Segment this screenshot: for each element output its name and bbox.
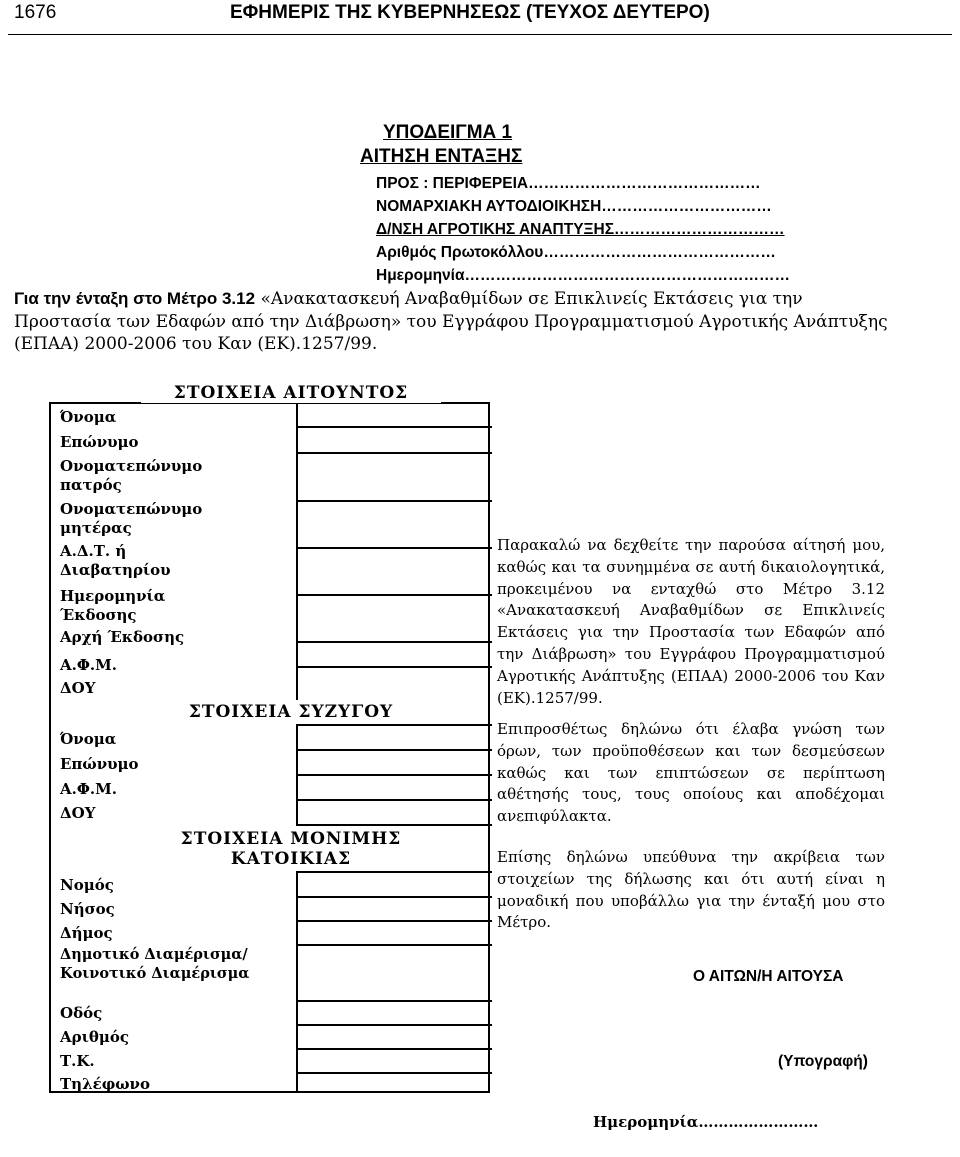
row-divider <box>296 920 492 922</box>
field-father-name: Ονοματεπώνυμο πατρός <box>60 457 203 494</box>
row-divider <box>296 724 492 726</box>
applicant-form <box>49 383 490 1093</box>
intro-paragraph <box>14 288 894 356</box>
date-line: Ημερομηνία…………………… <box>593 1113 819 1131</box>
row-divider <box>296 774 492 776</box>
field-municipality: Δήμος <box>60 924 113 942</box>
column-divider <box>296 871 298 1093</box>
field-street: Οδός <box>60 1004 103 1022</box>
row-divider <box>296 594 492 596</box>
field-mother-name: Ονοματεπώνυμο μητέρας <box>60 500 203 537</box>
field-prefecture: Νομός <box>60 876 114 894</box>
row-divider <box>296 871 492 873</box>
signature-label: (Υπογραφή) <box>778 1053 868 1070</box>
addressee-line: ΠΡΟΣ : ΠΕΡΙΦΕΡΕΙΑ……………………………………… <box>376 175 761 192</box>
field-doy: ΔΟΥ <box>60 679 96 697</box>
column-divider <box>296 404 298 700</box>
row-divider <box>296 799 492 801</box>
field-issuing-authority: Αρχή Έκδοσης <box>60 628 185 646</box>
row-divider <box>296 1000 492 1002</box>
row-divider <box>296 1024 492 1026</box>
field-island: Νήσος <box>60 900 115 918</box>
addressee-line: Αριθμός Πρωτοκόλλου……………………………………… <box>376 244 776 261</box>
row-divider <box>296 1048 492 1050</box>
residence-section-title-1: ΣΤΟΙΧΕΙΑ ΜΟΝΙΜΗΣ <box>180 829 402 849</box>
spouse-doy: ΔΟΥ <box>60 804 96 822</box>
application-title: ΑΙΤΗΣΗ ΕΝΤΑΞΗΣ <box>360 146 523 167</box>
gazette-title: ΕΦΗΜΕΡΙΣ ΤΗΣ ΚΥΒΕΡΝΗΣΕΩΣ (ΤΕΥΧΟΣ ΔΕΥΤΕΡΟ) <box>230 2 710 23</box>
field-postal-code: Τ.Κ. <box>60 1052 95 1070</box>
field-municipal-district: Δημοτικό Διαμέρισμα/Κοινοτικό Διαμέρισμα <box>60 946 250 982</box>
row-divider <box>296 896 492 898</box>
field-id-passport: Α.Δ.Τ. ή Διαβατηρίου <box>60 542 171 579</box>
field-issue-date: Ημερομηνία Έκδοσης <box>60 587 166 624</box>
field-name: Όνομα <box>60 408 117 426</box>
request-paragraph-3: Επίσης δηλώνω υπεύθυνα την ακρίβεια των στοιχείων της δήλωσης και ότι αυτή είναι η μοναδική που υποβάλλω για την ένταξή μου στο Μέτρο. <box>497 848 885 932</box>
field-phone: Τηλέφωνο <box>60 1075 150 1093</box>
applicant-section-title: ΣΤΟΙΧΕΙΑ ΑΙΤΟΥΝΤΟΣ <box>141 383 441 403</box>
row-divider <box>296 641 492 643</box>
request-paragraph-2: Επιπροσθέτως δηλώνω ότι έλαβα γνώση των όρων, των προϋποθέσεων και των δεσμεύσεων καθώς και των επιπτώσεων σε περίπτωση αθέτησής τους, τους οποίους και αποδέχομαι ανεπιφύλακτα. <box>497 720 885 826</box>
spouse-section-title: ΣΤΟΙΧΕΙΑ ΣΥΖΥΓΟΥ <box>188 702 394 722</box>
row-divider <box>296 547 492 549</box>
addressee-line: ΝΟΜΑΡΧΙΑΚΗ ΑΥΤΟΔΙΟΙΚΗΣΗ…………………………… <box>376 198 772 215</box>
header-divider <box>8 34 952 35</box>
field-number: Αριθμός <box>60 1028 129 1046</box>
row-divider <box>296 944 492 946</box>
row-divider <box>296 426 492 428</box>
page-number: 1676 <box>14 2 57 23</box>
intro-text: «Ανακατασκευή Αναβαθμίδων σε Επικλινείς Εκτάσεις για την Προστασία των Εδαφών από την Διάβρωση» του Εγγράφου Προγραμματισμού Αγροτικής Ανάπτυξης (ΕΠΑΑ) 2000-2006 του Καν (ΕΚ).1257/99. <box>14 289 888 354</box>
spouse-surname: Επώνυμο <box>60 755 139 773</box>
spouse-name: Όνομα <box>60 730 117 748</box>
row-divider <box>296 452 492 454</box>
row-divider <box>296 666 492 668</box>
request-paragraph-1: Παρακαλώ να δεχθείτε την παρούσα αίτησή μου, καθώς και τα συνημμένα σε αυτή δικαιολογητικά, προκειμένου να ενταχθώ στο Μέτρο 3.12 «Ανακατασκευή Αναβαθμίδων σε Επικλινείς Εκτάσεις για την Προστασία των Εδαφών από την Διάβρωση» του Εγγράφου Προγραμματισμού Αγροτικής Ανάπτυξης (ΕΠΑΑ) 2000-2006 του Καν (ΕΚ).1257/99. <box>497 536 885 707</box>
residence-section-title-2: ΚΑΤΟΙΚΙΑΣ <box>230 849 352 869</box>
row-divider <box>296 1072 492 1074</box>
addressee-block <box>376 172 790 287</box>
row-divider <box>296 824 492 826</box>
row-divider <box>296 500 492 502</box>
field-surname: Επώνυμο <box>60 433 139 451</box>
applicant-sign-label: Ο ΑΙΤΩΝ/Η ΑΙΤΟΥΣΑ <box>693 968 844 985</box>
row-divider <box>296 749 492 751</box>
addressee-line: Δ/ΝΣΗ ΑΓΡΟΤΙΚΗΣ ΑΝΑΠΤΥΞΗΣ…………………………… <box>376 221 785 238</box>
addressee-line: Ημερομηνία……………………………………………………… <box>376 267 790 284</box>
sample-label: ΥΠΟΔΕΙΓΜΑ 1 <box>383 122 513 143</box>
field-afm: Α.Φ.Μ. <box>60 656 117 674</box>
spouse-afm: Α.Φ.Μ. <box>60 780 117 798</box>
intro-bold: Για την ένταξη στο Μέτρο 3.12 <box>14 289 256 308</box>
